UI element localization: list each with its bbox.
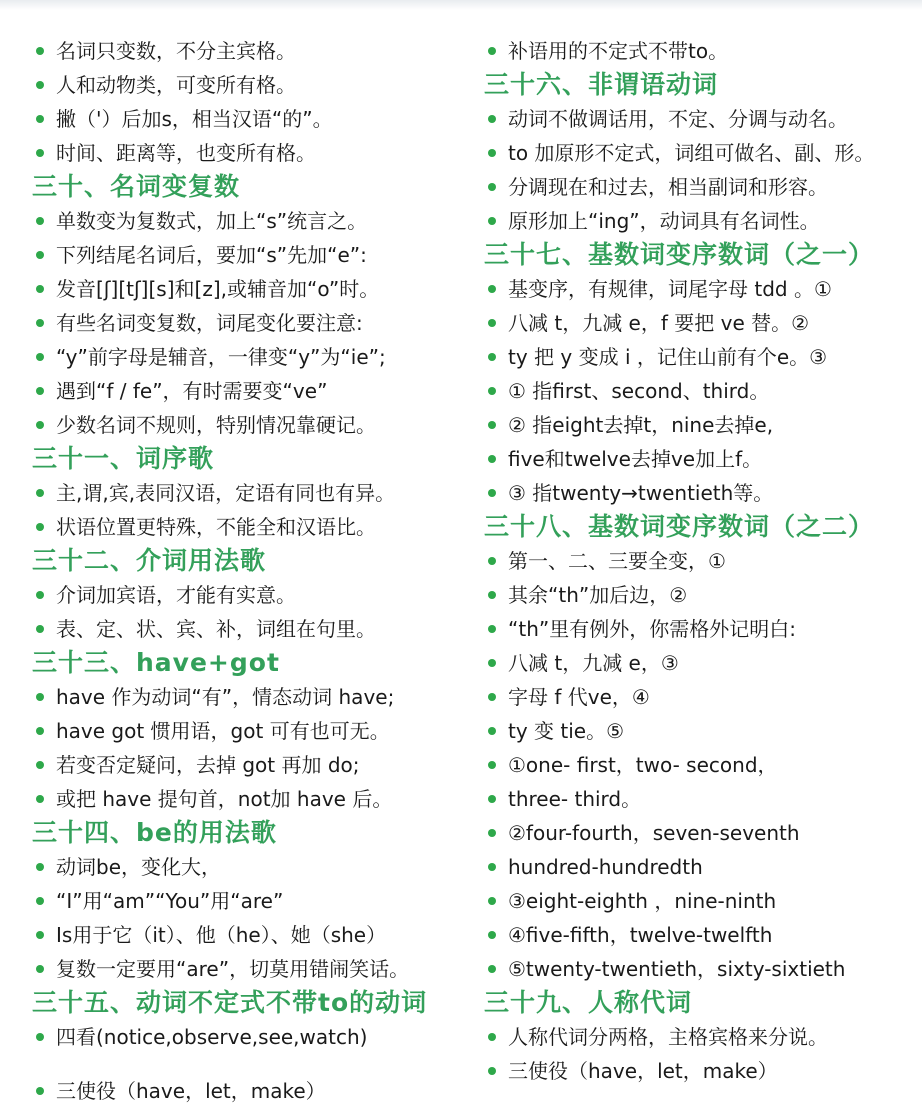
left-column	[32, 34, 472, 1054]
bullet-item	[32, 918, 472, 952]
bullet-text: ③ 指twenty→twentieth等。	[508, 481, 774, 505]
bullet-item	[32, 680, 472, 714]
bullet-text: 有些名词变复数，词尾变化要注意:	[56, 311, 363, 335]
bullet-dot-icon	[488, 353, 496, 361]
bullet-text: 单数变为复数式，加上“s”统言之。	[56, 209, 368, 233]
bullet-dot-icon	[488, 1033, 496, 1041]
bullet-dot-icon	[36, 523, 44, 531]
bullet-dot-icon	[36, 727, 44, 735]
bullet-dot-icon	[488, 285, 496, 293]
bullet-text: 字母 f 代ve，④	[508, 685, 650, 709]
bullet-text: 八减 t，九减 e，f 要把 ve 替。②	[508, 311, 810, 335]
section-heading: 三十六、非谓语动词	[484, 70, 719, 99]
bullet-text: 少数名词不规则，特别情况靠硬记。	[56, 413, 376, 437]
bullet-item	[484, 850, 922, 884]
bullet-dot-icon	[36, 625, 44, 633]
bullet-item	[484, 714, 922, 748]
bullet-item	[484, 374, 922, 408]
bullet-item	[32, 952, 472, 986]
bullet-dot-icon	[488, 47, 496, 55]
bullet-dot-icon	[488, 795, 496, 803]
bullet-text: 八减 t，九减 e，③	[508, 651, 679, 675]
bullet-item	[484, 544, 922, 578]
section-heading: 三十四、be的用法歌	[32, 818, 277, 847]
bullet-dot-icon	[36, 115, 44, 123]
bullet-text: ②four-fourth，seven-seventh	[508, 821, 800, 845]
bullet-item	[484, 918, 922, 952]
bullet-dot-icon	[36, 1033, 44, 1041]
bullet-text: 基变序，有规律，词尾字母 tdd 。①	[508, 277, 832, 301]
bullet-text: ① 指first、second、third。	[508, 379, 770, 403]
bullet-item	[32, 714, 472, 748]
section-heading: 三十九、人称代词	[484, 988, 693, 1017]
bullet-dot-icon	[488, 557, 496, 565]
bullet-item	[484, 204, 922, 238]
bullet-text: 其余“th”加后边，②	[508, 583, 688, 607]
bullet-dot-icon	[488, 489, 496, 497]
bullet-text: Is用于它（it）、他（he）、她（she）	[56, 923, 387, 947]
bullet-dot-icon	[488, 1067, 496, 1075]
bullet-text: 第一、二、三要全变，①	[508, 549, 726, 573]
bullet-item	[32, 782, 472, 816]
bullet-dot-icon	[36, 285, 44, 293]
top-edge-shadow	[0, 0, 922, 10]
bullet-text: ty 变 tie。⑤	[508, 719, 625, 743]
bullet-item	[32, 340, 472, 374]
bullet-dot-icon	[488, 421, 496, 429]
bullet-dot-icon	[36, 931, 44, 939]
section-heading: 三十、名词变复数	[32, 172, 241, 201]
bullet-item	[484, 408, 922, 442]
bullet-dot-icon	[488, 319, 496, 327]
bullet-text: ② 指eight去掉t，nine去掉e,	[508, 413, 774, 437]
bullet-text: 名词只变数，不分主宾格。	[56, 39, 296, 63]
bullet-item	[32, 408, 472, 442]
bullet-dot-icon	[488, 149, 496, 157]
bullet-text: “y”前字母是辅音，一律变“y”为“ie”;	[56, 345, 386, 369]
bullet-item	[32, 1020, 472, 1054]
bullet-dot-icon	[36, 149, 44, 157]
bullet-dot-icon	[488, 183, 496, 191]
bullet-item	[484, 340, 922, 374]
bullet-text: “th”里有例外，你需格外记明白:	[508, 617, 796, 641]
bullet-text: 表、定、状、宾、补，词组在句里。	[56, 617, 376, 641]
bullet-text: ③eight-eighth ，nine-ninth	[508, 889, 777, 913]
section-heading: 三十二、介词用法歌	[32, 546, 267, 575]
bullet-item	[484, 1054, 922, 1088]
bullet-item	[32, 748, 472, 782]
section-heading: 三十五、动词不定式不带to的动词	[32, 988, 428, 1017]
bullet-item	[484, 816, 922, 850]
bullet-text: 四看(notice,observe,see,watch)	[56, 1025, 368, 1049]
bullet-text: 分调现在和过去，相当副词和形容。	[508, 175, 828, 199]
section-heading: 三十七、基数词变序数词（之一）	[484, 240, 875, 269]
bullet-item	[32, 884, 472, 918]
bullet-dot-icon	[36, 591, 44, 599]
line-text: 三使役（have，let，make）	[56, 1079, 326, 1103]
bullet-text: “I”用“am”“You”用“are”	[56, 889, 284, 913]
bullet-dot-icon	[488, 217, 496, 225]
bullet-item	[484, 748, 922, 782]
bullet-text: ①one- first，two- second，	[508, 753, 778, 777]
bullet-text: 动词be，变化大，	[56, 855, 221, 879]
bullet-text: ty 把 y 变成 i ，记住山前有个e。③	[508, 345, 828, 369]
bullet-text: 状语位置更特殊，不能全和汉语比。	[56, 515, 376, 539]
bullet-item	[484, 646, 922, 680]
bullet-text: five和twelve去掉ve加上f。	[508, 447, 763, 471]
bullet-text: 主,谓,宾,表同汉语，定语有同也有异。	[56, 481, 396, 505]
bullet-item	[32, 306, 472, 340]
bullet-item	[484, 782, 922, 816]
bullet-dot-icon	[36, 795, 44, 803]
bullet-text: 人和动物类，可变所有格。	[56, 73, 296, 97]
right-column	[484, 34, 922, 1088]
bullet-item	[32, 68, 472, 102]
bullet-item	[484, 578, 922, 612]
left-cut-line	[32, 1079, 472, 1107]
bullet-dot-icon	[36, 489, 44, 497]
bullet-item	[484, 136, 922, 170]
bullet-text: ⑤twenty-twentieth，sixty-sixtieth	[508, 957, 846, 981]
bullet-dot-icon	[36, 387, 44, 395]
bullet-text: 若变否定疑问，去掉 got 再加 do;	[56, 753, 360, 777]
bullet-item	[32, 102, 472, 136]
bullet-item	[32, 34, 472, 68]
bullet-dot-icon	[36, 319, 44, 327]
bullet-text: 人称代词分两格，主格宾格来分说。	[508, 1025, 828, 1049]
bullet-item	[484, 442, 922, 476]
bullet-dot-icon	[488, 387, 496, 395]
bullet-text: 动词不做调话用，不定、分调与动名。	[508, 107, 848, 131]
bullet-dot-icon	[36, 421, 44, 429]
bullet-dot-icon	[488, 727, 496, 735]
bullet-item	[484, 884, 922, 918]
bullet-text: ④five-fifth，twelve-twelfth	[508, 923, 773, 947]
bullet-item	[32, 510, 472, 544]
bullet-dot-icon	[488, 965, 496, 973]
bullet-dot-icon	[488, 591, 496, 599]
bullet-item	[484, 952, 922, 986]
bullet-item	[32, 374, 472, 408]
bullet-text: 时间、距离等，也变所有格。	[56, 141, 316, 165]
bullet-text: 遇到“f / fe”，有时需要变“ve”	[56, 379, 328, 403]
section-heading: 三十三、have+got	[32, 648, 280, 677]
bullet-dot-icon	[488, 115, 496, 123]
bullet-item	[32, 578, 472, 612]
bullet-item	[32, 238, 472, 272]
bullet-item	[484, 680, 922, 714]
bullet-text: to 加原形不定式，词组可做名、副、形。	[508, 141, 875, 165]
bullet-dot-icon	[36, 1087, 44, 1095]
bullet-text: 撇（'）后加s，相当汉语“的”。	[56, 107, 333, 131]
bullet-dot-icon	[36, 251, 44, 259]
bullet-dot-icon	[36, 217, 44, 225]
bullet-item	[484, 170, 922, 204]
bullet-dot-icon	[36, 693, 44, 701]
bullet-text: 发音[ʃ][tʃ][s]和[z],或辅音加“o”时。	[56, 277, 380, 301]
bullet-text: have 作为动词“有”，情态动词 have;	[56, 685, 395, 709]
bullet-item	[484, 612, 922, 646]
bullet-dot-icon	[36, 863, 44, 871]
bullet-dot-icon	[36, 353, 44, 361]
bullet-dot-icon	[488, 625, 496, 633]
bullet-text: 介词加宾语，才能有实意。	[56, 583, 296, 607]
bullet-item	[32, 476, 472, 510]
bullet-text: 原形加上“ing”，动词具有名词性。	[508, 209, 820, 233]
bullet-item	[32, 850, 472, 884]
bullet-dot-icon	[36, 965, 44, 973]
bullet-item	[484, 102, 922, 136]
bullet-item	[484, 272, 922, 306]
bullet-dot-icon	[488, 761, 496, 769]
bullet-dot-icon	[36, 47, 44, 55]
bullet-dot-icon	[488, 693, 496, 701]
bullet-item	[484, 1020, 922, 1054]
section-heading: 三十八、基数词变序数词（之二）	[484, 512, 875, 541]
bullet-item	[484, 34, 922, 68]
bullet-item	[32, 136, 472, 170]
bullet-item	[32, 272, 472, 306]
bullet-text: 下列结尾名词后，要加“s”先加“e”:	[56, 243, 367, 267]
bullet-dot-icon	[488, 863, 496, 871]
bullet-dot-icon	[36, 761, 44, 769]
bullet-text: 复数一定要用“are”，切莫用错闹笑话。	[56, 957, 410, 981]
bullet-item	[32, 204, 472, 238]
bullet-text: 补语用的不定式不带to。	[508, 39, 729, 63]
bullet-text: 或把 have 提句首，not加 have 后。	[56, 787, 393, 811]
bullet-item	[32, 612, 472, 646]
bullet-dot-icon	[488, 931, 496, 939]
bullet-dot-icon	[488, 897, 496, 905]
bullet-text: have got 惯用语，got 可有也可无。	[56, 719, 390, 743]
bullet-item	[484, 476, 922, 510]
bullet-dot-icon	[488, 659, 496, 667]
bullet-text: three- third。	[508, 787, 642, 811]
bullet-item	[484, 306, 922, 340]
bullet-dot-icon	[36, 81, 44, 89]
bullet-dot-icon	[488, 455, 496, 463]
bullet-text: 三使役（have，let，make）	[508, 1059, 778, 1083]
bullet-text: hundred-hundredth	[508, 855, 703, 879]
bullet-dot-icon	[488, 829, 496, 837]
bullet-dot-icon	[36, 897, 44, 905]
section-heading: 三十一、词序歌	[32, 444, 215, 473]
